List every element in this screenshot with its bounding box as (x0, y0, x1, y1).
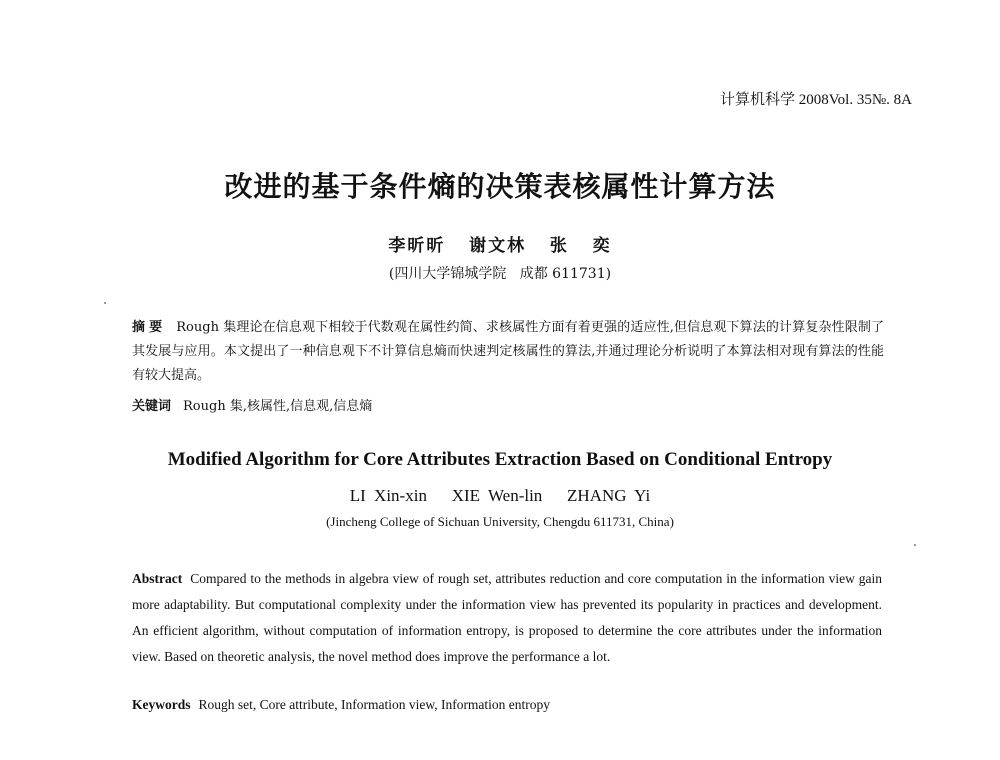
english-affiliation: (Jincheng College of Sichuan University, Chengdu 611731, China) (326, 514, 674, 529)
scan-speck (104, 302, 106, 304)
english-keywords (132, 697, 550, 713)
chinese-abstract-label: 摘要 (132, 320, 167, 335)
chinese-keywords-label: 关键词 (132, 399, 172, 414)
english-keywords-text: Rough set, Core attribute, Information view, Information entropy (198, 697, 551, 712)
chinese-abstract-text: Rough 集理论在信息观下相较于代数观在属性约简、求核属性方面有着更强的适应性,但信息观下算法的计算复杂性限制了其发展与应用。本文提出了一种信息观下不计算信息熵而快速判定核属性的算法,并通过理论分析说明了本算法相对现有算法的性能有较大提高。 (132, 320, 884, 383)
chinese-authors: 李昕昕 谢文林 张 奕 (388, 236, 612, 256)
english-abstract (132, 566, 882, 670)
english-title: Modified Algorithm for Core Attributes Extraction Based on Conditional Entropy (167, 449, 833, 470)
english-abstract-label: Abstract (132, 571, 183, 586)
scan-speck (914, 544, 916, 546)
journal-header: 计算机科学 2008Vol. 35№. 8A (720, 92, 912, 108)
chinese-abstract (132, 316, 884, 388)
chinese-keywords-text: Rough 集,核属性,信息观,信息熵 (183, 399, 373, 414)
english-authors: LI Xin-xin XIE Wen-lin ZHANG Yi (349, 486, 651, 505)
english-keywords-label: Keywords (132, 697, 191, 712)
chinese-keywords (132, 395, 372, 414)
english-abstract-text: Compared to the methods in algebra view of rough set, attributes reduction and core computation in the information view gain more adaptability. But computational complexity under the information view has prevented its popularity in practices and development. An efficient algorithm, without computation of information entropy, is proposed to determine the core attributes under the information view. Based on theoretic analysis, the novel method does improve the performance a lot. (132, 571, 882, 664)
chinese-title: 改进的基于条件熵的决策表核属性计算方法 (224, 170, 776, 203)
chinese-affiliation: (四川大学锦城学院 成都 611731) (388, 266, 612, 282)
